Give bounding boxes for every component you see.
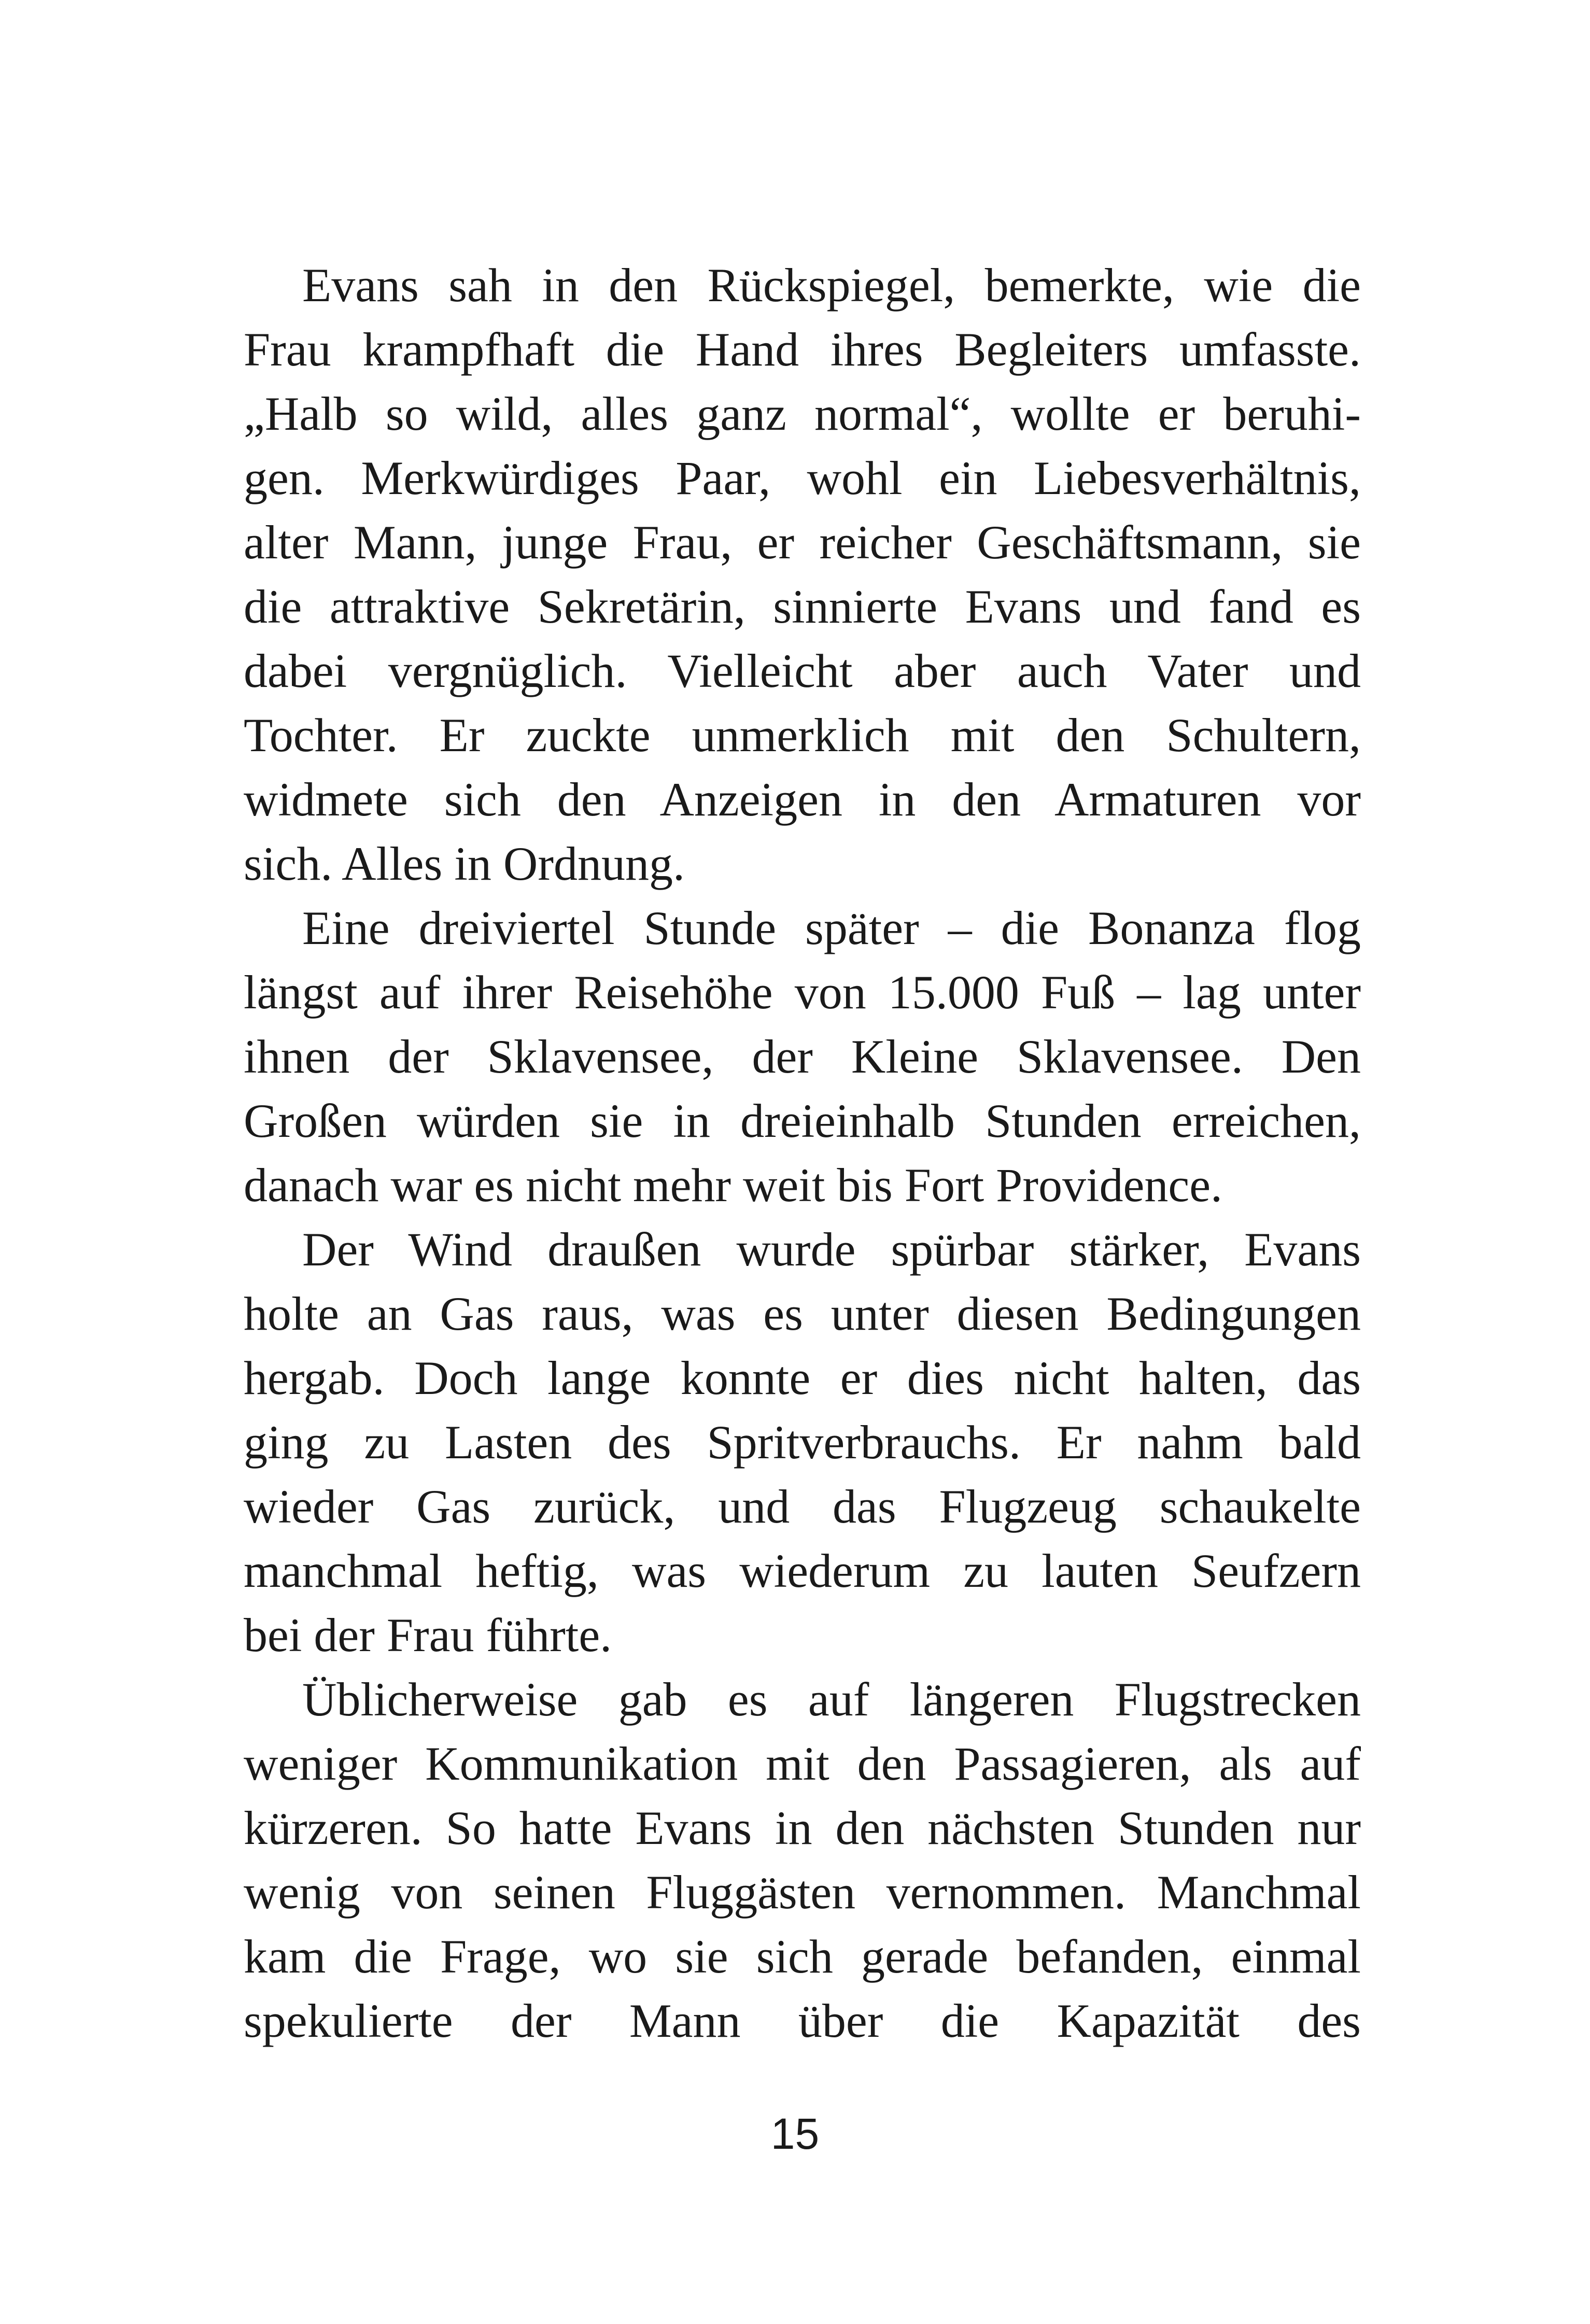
text-line: spekulierte der Mann über die Kapazität des <box>244 1994 1361 2047</box>
text-line: dabei vergnüglich. Vielleicht aber auch Vater und <box>244 644 1361 697</box>
text-line: die attraktive Sekretärin, sinnierte Evans und fand es <box>244 580 1361 633</box>
text-line: Üblicherweise gab es auf längeren Flugstrecken <box>302 1673 1361 1726</box>
text-line: längst auf ihrer Reisehöhe von 15.000 Fuß – lag unter <box>244 966 1361 1019</box>
text-line: sich. Alles in Ordnung. <box>244 837 685 890</box>
body-text <box>244 253 1361 2053</box>
text-line: Eine dreiviertel Stunde später – die Bonanza flog <box>302 902 1361 954</box>
page-number: 15 <box>770 2109 820 2158</box>
text-line: Großen würden sie in dreieinhalb Stunden erreichen, <box>244 1094 1361 1147</box>
text-line: kürzeren. So hatte Evans in den nächsten Stunden nur <box>244 1801 1361 1854</box>
text-line: Tochter. Er zuckte unmerklich mit den Schultern, <box>244 709 1361 762</box>
text-line: wenig von seinen Fluggästen vernommen. Manchmal <box>244 1866 1361 1919</box>
text-line: hergab. Doch lange konnte er dies nicht halten, das <box>244 1351 1361 1404</box>
paragraph <box>244 896 1361 1217</box>
text-line: Der Wind draußen wurde spürbar stärker, Evans <box>302 1223 1361 1276</box>
text-line: ihnen der Sklavensee, der Kleine Sklavensee. Den <box>244 1030 1361 1083</box>
text-line: „Halb so wild, alles ganz normal“, wollte er beruhi- <box>244 387 1361 440</box>
paragraph <box>244 253 1361 896</box>
text-line: holte an Gas raus, was es unter diesen Bedingungen <box>244 1287 1361 1340</box>
text-line: danach war es nicht mehr weit bis Fort Providence. <box>244 1159 1223 1212</box>
text-line: Evans sah in den Rückspiegel, bemerkte, wie die <box>302 259 1361 312</box>
text-line: widmete sich den Anzeigen in den Armaturen vor <box>244 773 1361 826</box>
text-line: alter Mann, junge Frau, er reicher Geschäftsmann, sie <box>244 516 1361 569</box>
paragraph <box>244 1667 1361 2053</box>
text-line: gen. Merkwürdiges Paar, wohl ein Liebesverhältnis, <box>244 452 1361 504</box>
text-line: ging zu Lasten des Spritverbrauchs. Er nahm bald <box>244 1416 1361 1469</box>
text-line: wieder Gas zurück, und das Flugzeug schaukelte <box>244 1480 1361 1533</box>
text-line: weniger Kommunikation mit den Passagieren, als auf <box>244 1737 1361 1790</box>
text-line: kam die Frage, wo sie sich gerade befanden, einmal <box>244 1930 1361 1983</box>
text-line: Frau krampfhaft die Hand ihres Begleiters umfasste. <box>244 323 1361 376</box>
paragraph <box>244 1217 1361 1667</box>
text-line: bei der Frau führte. <box>244 1609 612 1661</box>
text-line: manchmal heftig, was wiederum zu lauten Seufzern <box>244 1544 1361 1597</box>
